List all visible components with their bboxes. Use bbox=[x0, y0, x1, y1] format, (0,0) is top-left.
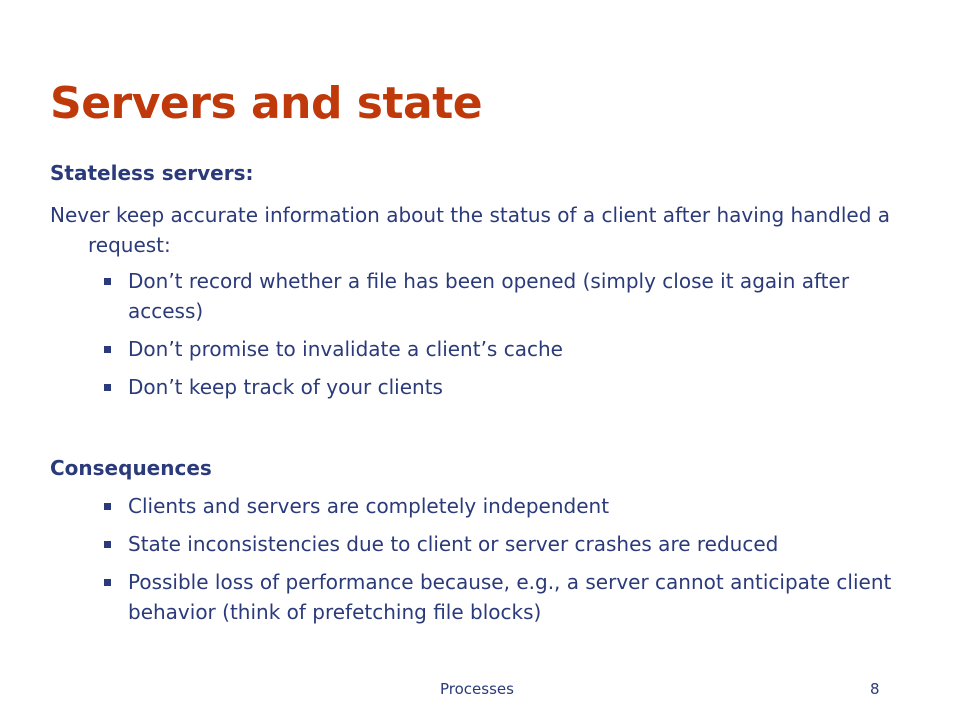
list-item bbox=[104, 567, 924, 627]
square-bullet-icon bbox=[104, 541, 111, 548]
bullet-text: Don’t keep track of your clients bbox=[128, 375, 443, 399]
footer-label: Processes bbox=[440, 680, 514, 698]
square-bullet-icon bbox=[104, 384, 111, 391]
list-item bbox=[104, 491, 924, 521]
stateless-bullet-list bbox=[104, 266, 924, 410]
square-bullet-icon bbox=[104, 346, 111, 353]
consequences-bullet-list bbox=[104, 491, 924, 635]
slide-title: Servers and state bbox=[50, 78, 483, 129]
list-item bbox=[104, 372, 924, 402]
bullet-text: Don’t promise to invalidate a client’s cache bbox=[128, 337, 563, 361]
bullet-text: Possible loss of performance because, e.g., a server cannot anticipate client behavior (think of prefetching file blocks) bbox=[128, 570, 892, 624]
square-bullet-icon bbox=[104, 278, 111, 285]
bullet-text: State inconsistencies due to client or server crashes are reduced bbox=[128, 532, 779, 556]
stateless-servers-heading: Stateless servers: bbox=[50, 161, 254, 185]
bullet-text: Don’t record whether a file has been opened (simply close it again after access) bbox=[128, 269, 850, 323]
list-item bbox=[104, 334, 924, 364]
page-number: 8 bbox=[870, 680, 880, 698]
bullet-text: Clients and servers are completely independent bbox=[128, 494, 610, 518]
stateless-intro-text: Never keep accurate information about the status of a client after having handled a request: bbox=[50, 203, 890, 257]
square-bullet-icon bbox=[104, 503, 111, 510]
square-bullet-icon bbox=[104, 579, 111, 586]
consequences-heading: Consequences bbox=[50, 456, 212, 480]
list-item bbox=[104, 266, 924, 326]
list-item bbox=[104, 529, 924, 559]
